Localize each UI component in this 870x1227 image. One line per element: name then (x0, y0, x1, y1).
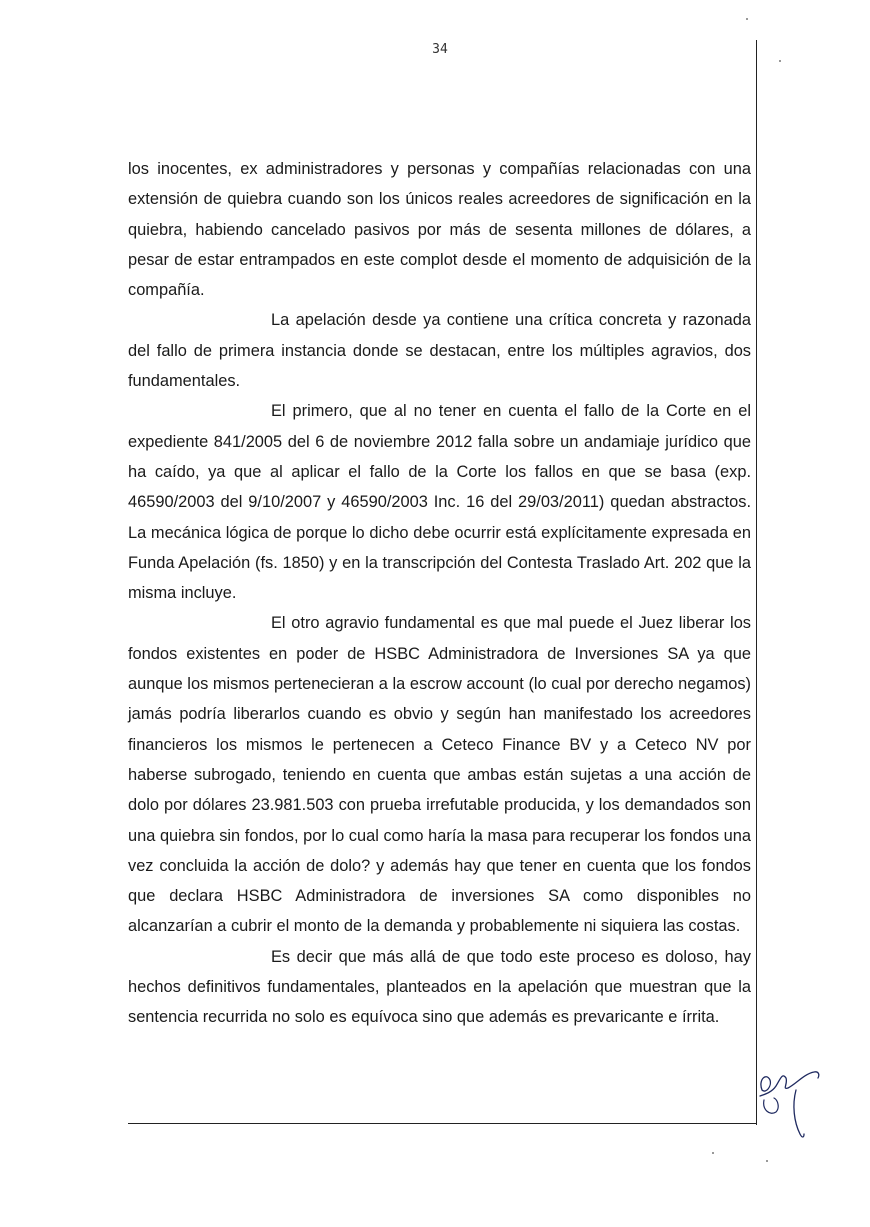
handwritten-signature (752, 1050, 827, 1150)
paragraph-1: los inocentes, ex administradores y personas y compañías relacionadas con una extensión de quiebra cuando son los únicos reales acreedores de significación en la quiebra, habiendo cancelado pasivos por más de sesenta millones de dólares, a pesar de estar entrampados en este complot desde el momento de adquisición de la compañía. (128, 160, 751, 300)
scan-speck (779, 60, 781, 62)
paragraph-4: El otro agravio fundamental es que mal puede el Juez liberar los fondos existentes en poder de HSBC Administradora de Inversiones SA ya que aunque los mismos pertenecieran a la escrow account (lo cual por derecho negamos) jamás podría liberarlos cuando es obvio y según han manifestado los acreedores financieros los mismos le pertenecen a Ceteco Finance BV y a Ceteco NV por haberse subrogado, teniendo en cuenta que ambas están sujetas a una acción de dolo por dólares 23.981.503 con prueba irrefutable producida, y los demandados son una quiebra sin fondos, por lo cual como haría la masa para recuperar los fondos una vez concluida la acción de dolo? y además hay que tener en cuenta que los fondos que declara HSBC Administradora de inversiones SA como disponibles no alcanzarían a cubrir el monto de la demanda y probablemente ni siquiera las costas. (128, 614, 751, 936)
paragraph-5: Es decir que más allá de que todo este proceso es doloso, hay hechos definitivos fundamentales, planteados en la apelación que muestran que la sentencia recurrida no solo es equívoca sino que además es prevaricante e írrita. (128, 947, 751, 1027)
page-number: 34 (432, 42, 448, 57)
paragraph-3: El primero, que al no tener en cuenta el fallo de la Corte en el expediente 841/2005 del 6 de noviembre 2012 falla sobre un andamiaje jurídico que ha caído, ya que al aplicar el fallo de la Corte los fallos en que se basa (exp. 46590/2003 del 9/10/2007 y 46590/2003 Inc. 16 del 29/03/2011) quedan abstractos. La mecánica lógica de porque lo dicho debe ocurrir está explícitamente expresada en Funda Apelación (fs. 1850) y en la transcripción del Contesta Traslado Art. 202 que la misma incluye. (128, 402, 751, 603)
document-body (128, 154, 751, 1033)
scan-speck (766, 1160, 768, 1162)
right-margin-line (756, 40, 757, 1125)
scan-speck (746, 18, 748, 20)
scan-speck (712, 1152, 714, 1154)
paragraph-2: La apelación desde ya contiene una crítica concreta y razonada del fallo de primera instancia donde se destacan, entre los múltiples agravios, dos fundamentales. (128, 311, 751, 391)
bottom-rule-line (128, 1123, 757, 1124)
